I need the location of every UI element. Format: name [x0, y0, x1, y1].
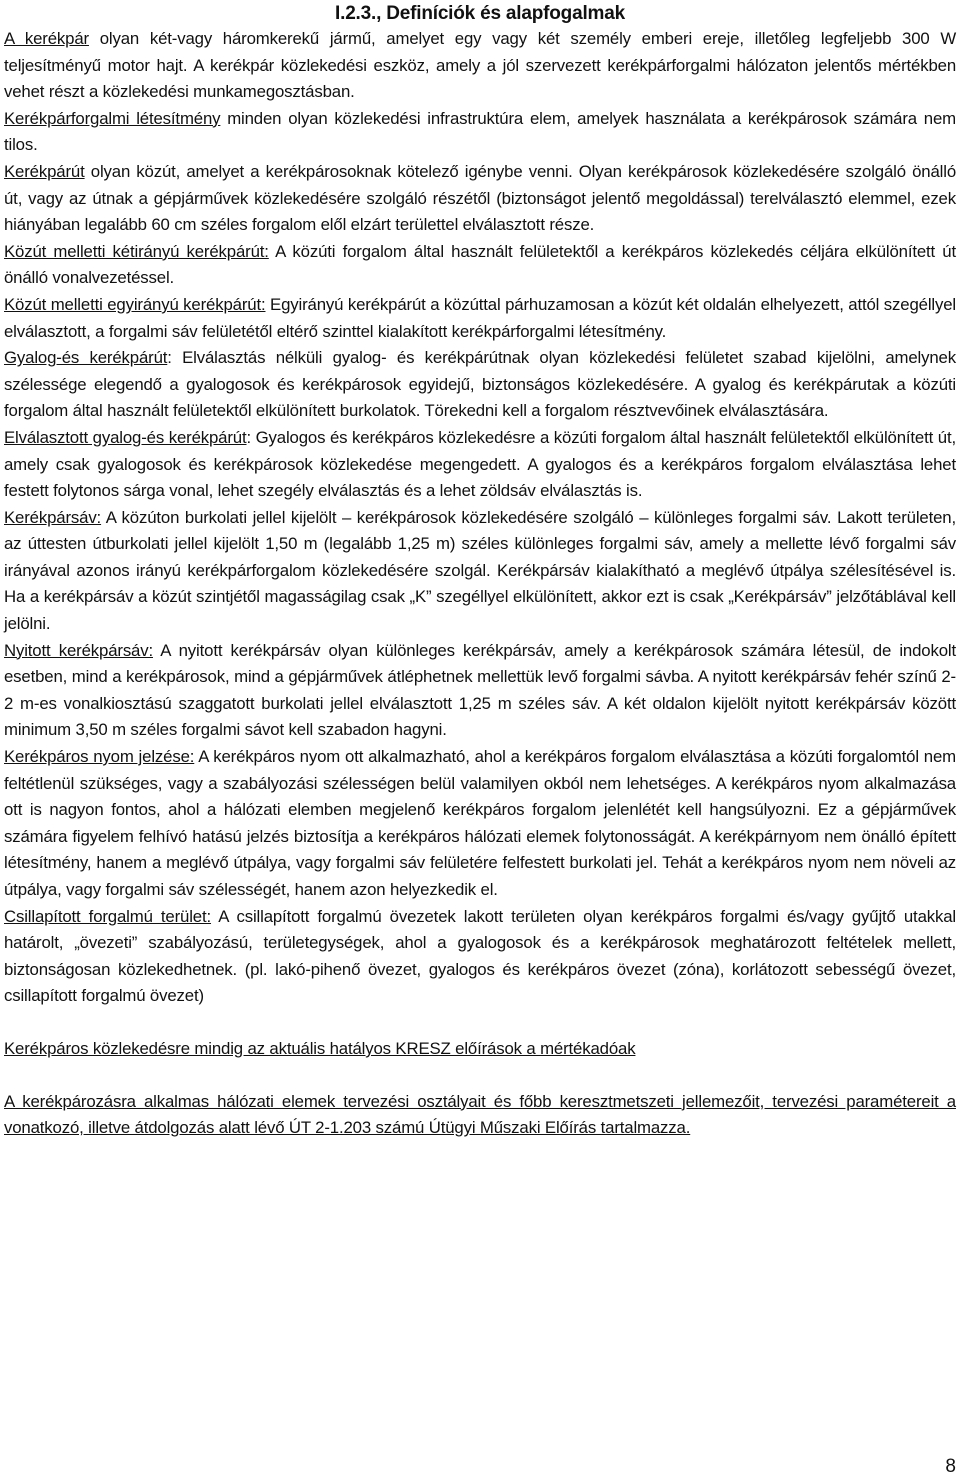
- spacer: [4, 1063, 956, 1089]
- document-page: [4, 0, 956, 1142]
- definition-text: A nyitott kerékpársáv olyan különleges kerékpársáv, amely a kerékpárosok számára létesül, de indokolt esetben, mind a kerékpárosok, mind a gépjárművek átléphetnek mellettük levő forgalmi sávba. A nyitott kerékpársáv fehér színű 2-2 m-es vonalkiosztású szaggatott burkolati jellel elválasztott 1,25 m széles sáv. A két oldalon kijelölt nyitott kerékpársáv között minimum 3,50 m széles forgalmi sávot kell szabadon hagyni.: [4, 640, 956, 740]
- term: Közút melletti egyirányú kerékpárút:: [4, 294, 266, 314]
- definition-text: : Elválasztás nélküli gyalog- és kerékpárútnak olyan közlekedési felületet szabad kijelölni, amelynek szélessége elegendő a gyalogosok és kerékpárosok egyidejű, biztonságos közlekedésére. A gyalog és kerékpárutak a közúti forgalom által használt felületektől elkülönített burkolatok. Törekedni kell a forgalom résztvevőinek elválasztására.: [4, 348, 956, 421]
- definition-text: A közúton burkolati jellel kijelölt – kerékpárosok közlekedésére szolgáló – különleges forgalmi sáv. Lakott területen, az úttesten útburkolati jellel kijelölt 1,50 m (legalább 1,25 m) széles különleges forgalmi sáv, amely a mellette lévő forgalmi sáv irányával azonos irányú kerékpárforgalom közlekedésére szolgál. Kerékpársáv kialakítható a meglévő útpálya szélesítésével is. Ha a kerékpársáv a közút szintjétől magasságilag csak „K” szegéllyel elkülönített, akkor ezt is csak „Kerékpársáv” jelzőtáblával kell jelölni.: [4, 507, 956, 634]
- term: Kerékpáros nyom jelzése:: [4, 747, 195, 767]
- term: Kerékpárút: [4, 161, 85, 181]
- term: Csillapított forgalmú terület:: [4, 906, 212, 926]
- term: Kerékpárforgalmi létesítmény: [4, 108, 221, 128]
- definition-gyalog-es-kerekparut: [4, 345, 956, 425]
- page-number: 8: [945, 1456, 956, 1477]
- definition-kerekparforgalmi-letesitmeny: [4, 106, 956, 159]
- definition-text: A csillapított forgalmú övezetek lakott területen olyan kerékpáros forgalmi és/vagy gyűjtő utakkal határolt, „övezeti” szabályozású, területegységek, ahol a gyalogosok és a kerékpárosok meghatározott feltételek mellett, biztonságosan közlekedhetnek. (pl. lakó-pihenő övezet, gyalogos és kerékpáros övezet (zóna), korlátozott sebességű övezet, csillapított forgalmú övezet): [4, 906, 956, 1006]
- term: Nyitott kerékpársáv:: [4, 640, 153, 660]
- definition-text: A közúti forgalom által használt felületektől a kerékpáros közlekedés céljára elkülönített út önálló vonalvezetéssel.: [4, 241, 956, 288]
- definition-kerekparos-nyom: [4, 744, 956, 904]
- term: Közút melletti kétirányú kerékpárút:: [4, 241, 269, 261]
- kresz-note: Kerékpáros közlekedésre mindig az aktuális hatályos KRESZ előírások a mértékadóak: [4, 1038, 636, 1058]
- definition-egyiranyu-kerekparut: [4, 292, 956, 345]
- design-standard-note: A kerékpározásra alkalmas hálózati elemek tervezési osztályait és főbb keresztmetszeti jellemezőit, tervezési paramétereit a vonatkozó, illetve átdolgozás alatt lévő ÚT 2-1.203 számú Útügyi Műszaki Előírás tartalmazza.: [4, 1091, 956, 1138]
- definition-csillapitott-forgalmu-terulet: [4, 904, 956, 1010]
- definition-text: olyan közút, amelyet a kerékpárosoknak kötelező igénybe venni. Olyan kerékpárosok közlekedésére szolgáló önálló út, vagy az útnak a gépjárművek közlekedésére szolgáló részétől (biztonságot jelentő megoldással) terelválasztó elemmel, ezek hiányában legalább 60 cm széles forgalom elől elzárt területtel elválasztott része.: [4, 161, 956, 235]
- section-heading: I.2.3., Definíciók és alapfogalmak: [335, 3, 625, 24]
- definition-kerekparut: [4, 159, 956, 239]
- term: A kerékpár: [4, 29, 89, 48]
- term: Gyalog-és kerékpárút: [4, 348, 168, 368]
- definition-elvalasztott-gyalog-es-kerekparut: [4, 425, 956, 505]
- definitions-list: [4, 26, 956, 1010]
- spacer: [4, 1010, 956, 1036]
- definition-ketiranyu-kerekparut: [4, 239, 956, 292]
- definition-text: A kerékpáros nyom ott alkalmazható, ahol a kerékpáros forgalom elválasztása a közúti forgalomtól nem feltétlenül szükséges, vagy a szabályozási szélességen belül valamilyen okból nem lehetséges. A kerékpáros nyom alkalmazása ott is nagyon fontos, ahol a hálózati elemben megjelenő kerékpáros forgalom jelenlétét kell hangsúlyozni. Ez a gépjárművek számára figyelem felhívó hatású jelzés biztosítja a kerékpáros hálózati elemek folytonosságát. A kerékpárnyom nem önálló épített létesítmény, hanem a meglévő útpálya, vagy forgalmi sáv felületére felfestett burkolati jel. Tehát a kerékpáros nyom nem növeli az útpálya, vagy forgalmi sáv szélességét, hanem azon helyezkedik el.: [4, 747, 956, 899]
- definition-kerekparsav: [4, 505, 956, 638]
- definition-text: : Gyalogos és kerékpáros közlekedésre a közúti forgalom által használt felületektől elkülönített út, amely csak gyalogosok és kerékpárosok közlekedése megengedett. A gyalogos és a kerékpáros forgalom elválasztása lehet festett folytonos sárga vonal, lehet szegély elválasztás és a lehet zöldsáv elválasztás is.: [4, 427, 956, 501]
- definition-text: minden olyan közlekedési infrastruktúra elem, amelyek használata a kerékpárosok számára nem tilos.: [4, 108, 956, 155]
- term: Elválasztott gyalog-és kerékpárút: [4, 427, 247, 447]
- term: Kerékpársáv:: [4, 507, 102, 527]
- definition-nyitott-kerekparsav: [4, 638, 956, 744]
- definition-text: olyan két-vagy háromkerekű jármű, amelyet egy vagy két személy emberi ereje, illetőleg legfeljebb 300 W teljesítményű motor hajt. A kerékpár közlekedési eszköz, amely a jól szervezett kerékpárforgalmi hálózaton jelentős mértékben vehet részt a közlekedési munkamegosztásban.: [4, 29, 957, 102]
- definition-kerekpar: [4, 26, 956, 106]
- definition-text: Egyirányú kerékpárút a közúttal párhuzamosan a közút két oldalán elhelyezett, attól szegéllyel elválasztott, a forgalmi sáv felületétől eltérő szinttel kialakított kerékpárforgalmi létesítmény.: [4, 294, 956, 341]
